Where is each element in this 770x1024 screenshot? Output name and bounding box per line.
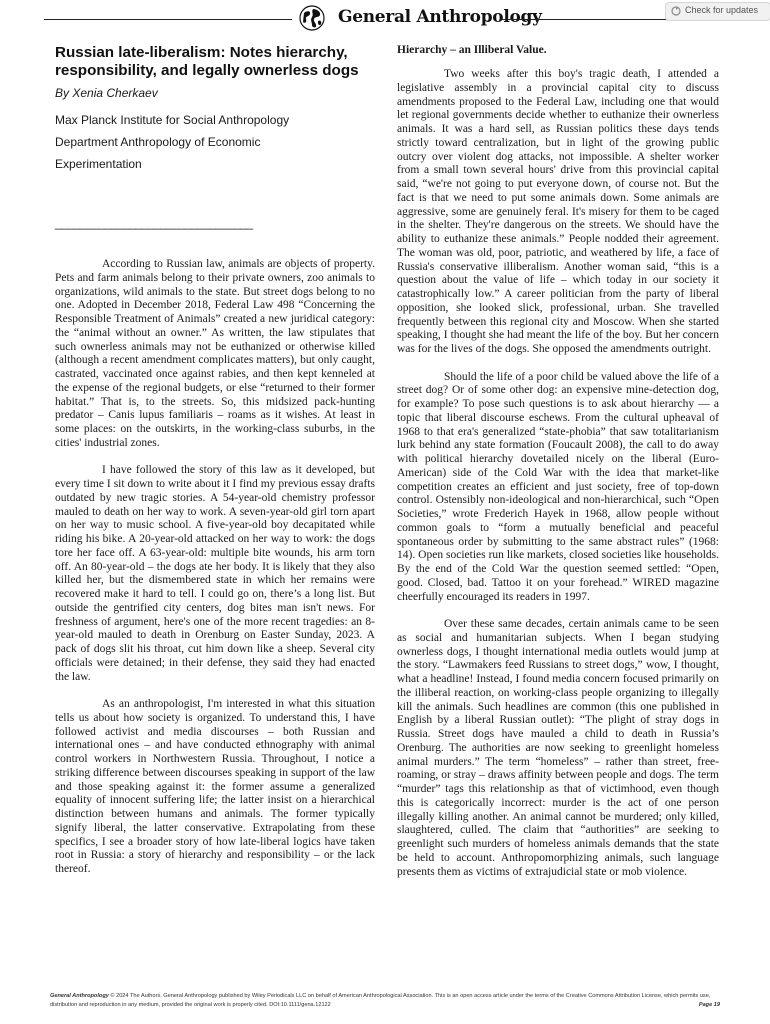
refresh-icon	[671, 6, 681, 16]
affiliation-line: Experimentation	[55, 157, 142, 171]
journal-title: General Anthropology	[338, 7, 542, 27]
footer-journal-name: General Anthropology	[50, 993, 109, 999]
left-column	[55, 44, 375, 877]
body-paragraph: Two weeks after this boy's tragic death, I attended a legislative assembly in a provincial capital city to discuss amendments proposed to the Federal Law, including one that would let regional governments decide whether to euthanize their ownerless animals. It was a hard sell, as Russian politics these days tends strictly toward centralization, but in light of the growing public outcry over violent dog attacks, not impossible. A shelter worker from a small town several hours' drive from this provincial capital said, “we're not going to put everyone down, of course not. But the fact is that we need to put some animals down. Some animals are aggressive, some are genuinely feral. It's misery for them to be caged in the shelter. They're dangerous on the streets. We should have the ability to euthanize these animals.” People nodded their agreement. The woman was old, poor, patriotic, and weathered by life, a face of Russia's conservative illiberalism. Another woman said, “this is a question about the value of life – which today in our society it catastrophically low.” A career politician from the party of liberal opposition, she looked slick, professional, urban. She travelled frequently between this regional city and Moscow. When she started speaking, I thought she had meant the life of the boy. But her concern was for the lives of the dogs. She opposed the amendments outright.	[397, 68, 719, 355]
check-for-updates-label: Check for updates	[685, 5, 759, 15]
globe-logo-icon	[299, 5, 325, 31]
body-paragraph: Over these same decades, certain animals came to be seen as social and humanitarian subjects. When I began studying ownerless dogs, I thought international media outlets would jump at the story. “Lawmakers feed Russians to street dogs,” wow, I thought, what a headline! Instead, I found media concern focused primarily on the illiberal reaction, on working-class people organizing to illegally kill the animals. Such headlines are common (this one published in English by a liberal Russian outlet): “The plight of stray dogs in Russia. Street dogs have mauled a child to death in Russia’s Orenburg. The authorities are now seeking to greenlight homeless animal murders.” The term “homeless” – rather than street, free-roaming, or stray – draws affinity between people and dogs. The term “murder” tags this relationship as that of victimhood, even though this is categorically incorrect: murder is the act of one person illegally killing another. An animal cannot be murdered; only killed, slaughtered, culled. The claim that “authorities” are seeking to greenlight such murders of homeless animals demands that the state be held to account. Anthropomorphizing animals, such language presents them as victims of extrajudicial state or mob violence.	[397, 618, 719, 878]
body-paragraph: Should the life of a poor child be valued above the life of a street dog? Or of some other dog: an expensive mine-detection dog, for example? To pose such questions is to ask about hierarchy — a topic that liberal discourse eschews. From the cultural upheaval of 1968 to that era's generalized “state-phobia” that saw totalitarianism lurk behind any state formation (Foucault 2008), the call to do away with political hierarchy dovetailed nicely on the liberal (Euro-American) side of the Cold War with the idea that market-like competition creates an efficient and just society, free of top-down control. Ostensibly non-ideological and non-hierarchical, such “Open Societies,” wrote Frederich Hayek in 1968, allow people without common goals to “form a mutually beneficial and peaceful spontaneous order by submitting to the same abstract rules” (1968: 14). Open societies run like markets, closed societies like households. By the end of the Cold War the question seemed settled: “Open, good. Closed, bad. Tattoo it on your forehead.” WIRED magazine cheerfully encouraged its readers in 1997.	[397, 370, 719, 603]
body-paragraph: According to Russian law, animals are objects of property. Pets and farm animals belong to their private owners, zoo animals to organizations, wild animals to the state. But street dogs belong to no one. Adopted in December 2018, Federal Law 498 “Concerning the Responsible Treatment of Animals” created a new juridical category: the “animal without an owner.” As written, the law stipulates that such ownerless animals may not be euthanized or otherwise killed (although a recent amendment complicates matters), but only caught, castrated, vaccinated once against rabies, and then kept kenneled at the expense of the regional budgets, or else “returned to their former habitat.” That is, to the streets. So, this midsized pack-hunting predator – Canis lupus familiaris – roams as it wishes. At least in some places: on the outskirts, in the working-class suburbs, in the cities' industrial zones.	[55, 258, 375, 449]
affiliation-line: Department Anthropology of Economic	[55, 135, 261, 149]
right-column	[397, 44, 719, 879]
check-for-updates-button[interactable]	[665, 2, 770, 21]
body-paragraph: I have followed the story of this law as it developed, but every time I sit down to write about it I find my previous essay drafts outdated by new tragic stories. A 54-year-old chemistry professor mauled to death on her way to work. A seven-year-old girl torn apart on her way to music school. A five-year-old boy decapitated while riding his bike. A 20-year-old attacked on her way to work: the dogs tore her face off. A 63-year-old: multiple bite wounds, his arm torn off. An 80-year-old – the dogs ate her body. It is likely that they also killed her, but the dismembered state in which her remains were recovered make it hard to tell. I could go on, there’s a long list. But outside the gentrified city centers, dog bites man isn't news. For freshness of argument, here's one of the more recent tragedies: an 8-year-old mauled to death in Orenburg on Easter Sunday, 2023. A pack of dogs slit his throat, cut him down like a sheep. Several city officials were detained; in their defense, they said they had enacted the law.	[55, 464, 375, 683]
journal-header	[0, 0, 770, 40]
affiliation-line: Max Planck Institute for Social Anthropology	[55, 113, 290, 127]
author-name: By Xenia Cherkaev	[55, 86, 158, 100]
section-heading: Hierarchy – an Illiberal Value.	[397, 44, 547, 56]
page-number: Page 19	[698, 1002, 720, 1008]
footer-license-notice: © 2024 The Authors. General Anthropology published by Wiley Periodicals LLC on behalf of American Anthropological Association. This is an open access article under the terms of the Creative Commons Attribution License, which permits use, distribution and reproduction in any medium, provided the original work is properly cited. DOI:10.1111/gena.12122	[50, 993, 711, 1008]
article-title: Russian late-liberalism: Notes hierarchy, responsibility, and legally ownerless dogs	[55, 44, 359, 79]
separator-line: ________________________________	[55, 216, 253, 230]
body-paragraph: As an anthropologist, I'm interested in what this situation tells us about how society is organized. To understand this, I have followed activist and media discourses – both Russian and international ones – and have conducted ethnography with animal control workers in Northwestern Russia. Throughout, I notice a striking difference between discourses speaking in support of the law and those speaking against it: the former assume a generalized equality of innocent suffering life; the latter insist on a hierarchical distinction between humans and animals. The former typically signify liberal, the latter conservative. Extrapolating from these specifics, I see a broader story of how late-liberal logics have taken root in Russia: a story of hierarchy and responsibility – or the lack thereof.	[55, 698, 375, 875]
page-footer	[50, 992, 720, 1010]
header-rule-left	[44, 19, 292, 20]
